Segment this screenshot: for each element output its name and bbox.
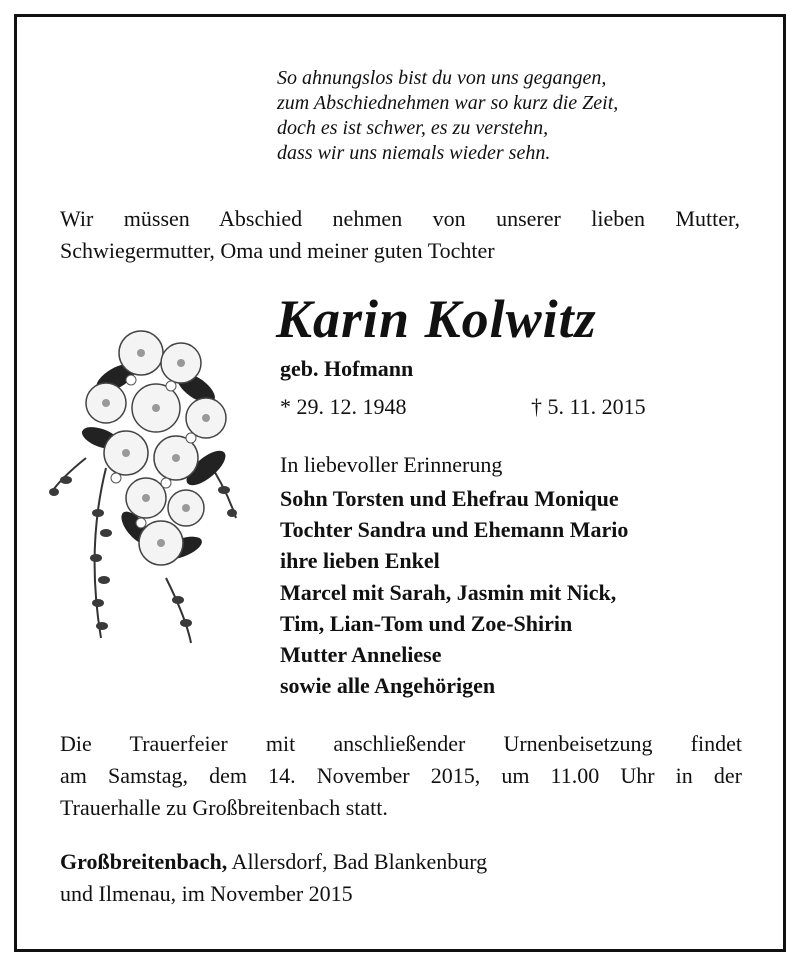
poem [277, 66, 757, 166]
poem-line: zum Abschiednehmen war so kurz die Zeit, [277, 92, 619, 114]
list-item: Marcel mit Sarah, Jasmin mit Nick, [280, 579, 617, 605]
intro-line: Schwiegermutter, Oma und meiner guten Tochter [60, 238, 495, 263]
deceased-name: Karin Kolwitz [276, 289, 597, 349]
service-line: Trauerhalle zu Großbreitenbach statt. [60, 795, 388, 820]
service-line: Die Trauerfeier mit anschließender Urnenbeisetzung findet [60, 731, 742, 756]
poem-line: doch es ist schwer, es zu verstehn, [277, 117, 549, 139]
list-item: Sohn Torsten und Ehefrau Monique [280, 486, 619, 511]
service-line: am Samstag, dem 14. November 2015, um 11.00 Uhr in der [60, 763, 742, 788]
intro-line: Wir müssen Abschied nehmen von unserer lieben Mutter, [60, 206, 740, 231]
birth-date: * 29. 12. 1948 [280, 394, 407, 419]
place-town: Großbreitenbach, [60, 849, 228, 874]
death-date: † 5. 11. 2015 [531, 394, 646, 419]
list-item: Tochter Sandra und Ehemann Mario [280, 517, 629, 543]
intro-text [60, 203, 740, 267]
list-item: Tim, Lian-Tom und Zoe-Shirin [280, 610, 573, 636]
place-line [60, 846, 742, 878]
service-info [60, 728, 742, 824]
place-line: und Ilmenau, im November 2015 [60, 881, 353, 906]
flower-bouquet-icon [46, 318, 246, 648]
place-rest: Allersdorf, Bad Blankenburg [227, 849, 488, 874]
mourners-list [280, 483, 750, 701]
poem-line: So ahnungslos bist du von uns gegangen, [277, 67, 607, 89]
poem-line: dass wir uns niemals wieder sehn. [277, 142, 551, 164]
maiden-name: geb. Hofmann [280, 356, 414, 381]
list-item: ihre lieben Enkel [280, 548, 440, 574]
list-item: sowie alle Angehörigen [280, 673, 496, 699]
remembrance-text: In liebevoller Erinnerung [280, 452, 503, 477]
list-item: Mutter Anneliese [280, 642, 442, 668]
place-date [60, 846, 742, 910]
